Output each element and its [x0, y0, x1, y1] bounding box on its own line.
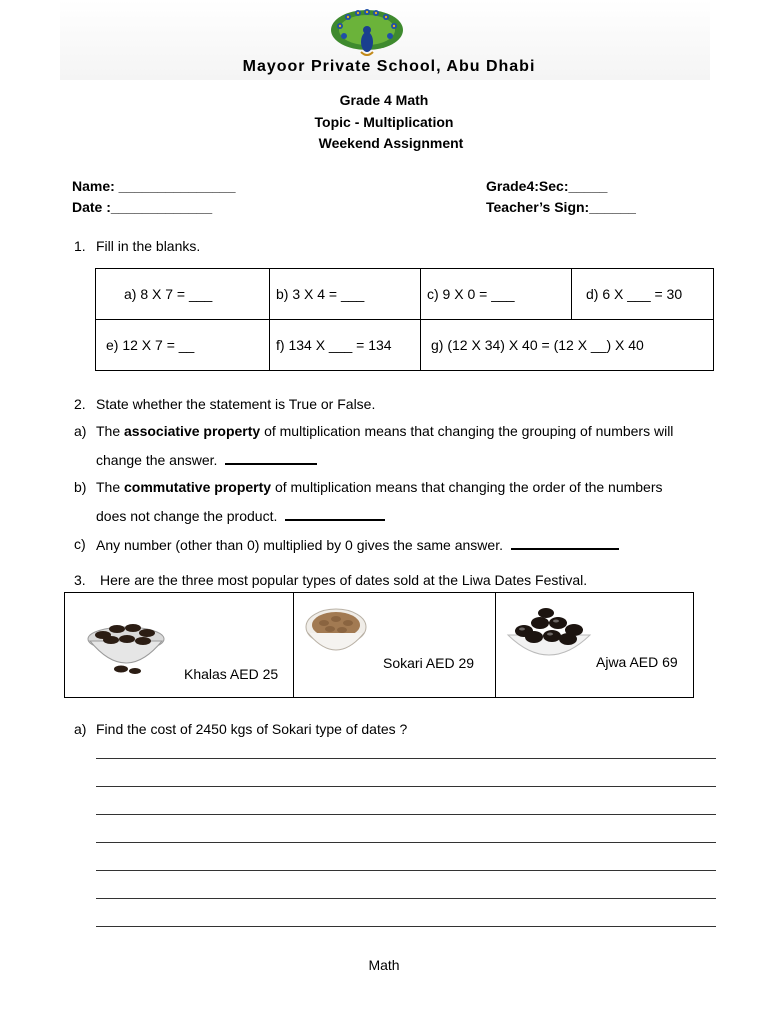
q1-instruction: Fill in the blanks. [96, 238, 201, 254]
school-name: Mayoor Private School, Abu Dhabi [242, 58, 536, 75]
blank-f: f) 134 X ___ = 134 [270, 320, 421, 371]
q2c-answer-blank[interactable] [511, 536, 619, 550]
blank-b: b) 3 X 4 = ___ [270, 269, 421, 320]
q2a-post: of multiplication means that changing the grouping of numbers will [260, 423, 674, 439]
q2-instruction: State whether the statement is True or False. [96, 396, 376, 412]
dates-table [64, 592, 694, 698]
q2b-marker: b) [74, 479, 87, 495]
q3a-question: Find the cost of 2450 kgs of Sokari type of dates ? [96, 721, 408, 737]
blank-e: e) 12 X 7 = __ [96, 320, 270, 371]
q2a-pre: The [96, 423, 125, 439]
fill-blanks-table [95, 268, 714, 371]
assignment-title: Weekend Assignment [318, 135, 464, 151]
q3-number: 3. [74, 572, 86, 588]
q2a-line2-text: change the answer. [96, 452, 218, 468]
answer-line[interactable] [96, 898, 716, 899]
table-row [96, 269, 714, 320]
q2a-line2 [96, 451, 317, 468]
q2b-post: of multiplication means that changing the order of the numbers [271, 479, 663, 495]
associative-property-term: associative property [124, 423, 261, 439]
table-row [65, 593, 694, 698]
ajwa-label: Ajwa AED 69 [596, 654, 678, 670]
blank-d: d) 6 X ___ = 30 [572, 269, 714, 320]
q2c-statement [96, 536, 619, 553]
q2b-line2 [96, 507, 385, 524]
answer-line[interactable] [96, 758, 716, 759]
q2a-answer-blank[interactable] [225, 451, 317, 465]
q2-number: 2. [74, 396, 86, 412]
blank-c: c) 9 X 0 = ___ [421, 269, 572, 320]
table-row [96, 320, 714, 371]
ajwa-dates-bowl-icon [506, 605, 592, 667]
khalas-cell [65, 593, 294, 698]
blank-g: g) (12 X 34) X 40 = (12 X __) X 40 [421, 320, 714, 371]
answer-line[interactable] [96, 870, 716, 871]
peacock-logo-icon [328, 8, 406, 60]
sokari-label: Sokari AED 29 [383, 655, 475, 671]
footer-label: Math [368, 957, 400, 973]
grade-title: Grade 4 Math [339, 92, 429, 108]
answer-line[interactable] [96, 786, 716, 787]
answer-line[interactable] [96, 842, 716, 843]
teacher-sign-field: Teacher’s Sign:______ [486, 199, 636, 215]
khalas-label: Khalas AED 25 [184, 666, 279, 682]
ajwa-cell [496, 593, 694, 698]
grade-section-field: Grade4:Sec:_____ [486, 178, 608, 194]
q2b-line2-text: does not change the product. [96, 508, 278, 524]
blank-a: a) 8 X 7 = ___ [96, 269, 270, 320]
q2b-pre: The [96, 479, 125, 495]
answer-line[interactable] [96, 814, 716, 815]
commutative-property-term: commutative property [124, 479, 272, 495]
sokari-dates-bowl-icon [304, 603, 368, 663]
q2a-statement [96, 423, 673, 439]
q3-intro: Here are the three most popular types of dates sold at the Liwa Dates Festival. [100, 572, 588, 588]
date-field: Date :_____________ [72, 199, 213, 215]
q1-number: 1. [74, 238, 86, 254]
name-field: Name: _______________ [72, 178, 236, 194]
khalas-dates-bowl-icon [85, 613, 167, 677]
q2c-text: Any number (other than 0) multiplied by 0 gives the same answer. [96, 537, 503, 553]
sokari-cell [294, 593, 496, 698]
q2b-statement [96, 479, 663, 495]
q3a-marker: a) [74, 721, 87, 737]
topic-title: Topic - Multiplication [314, 114, 454, 130]
q2b-answer-blank[interactable] [285, 507, 385, 521]
answer-line[interactable] [96, 926, 716, 927]
q2a-marker: a) [74, 423, 87, 439]
q2c-marker: c) [74, 536, 86, 552]
